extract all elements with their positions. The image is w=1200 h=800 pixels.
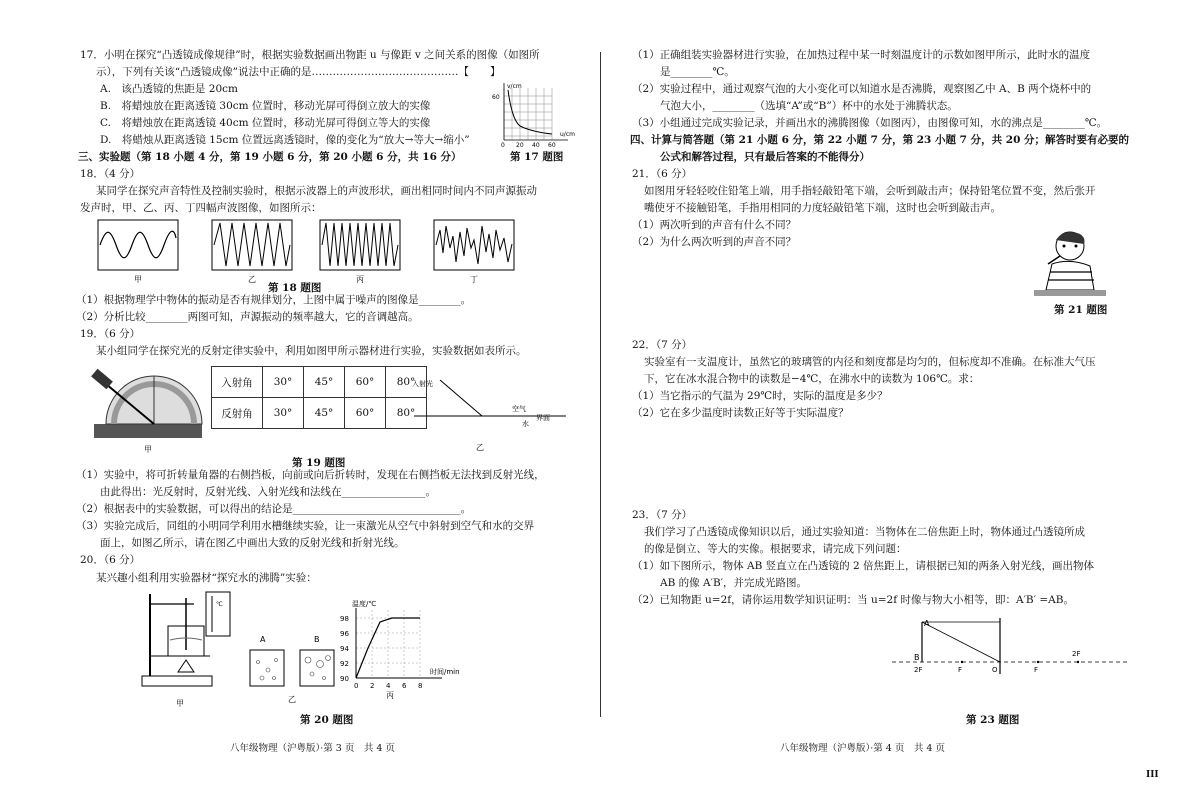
waveform-label-yi: 乙 (248, 275, 256, 284)
table-cell: 30° (263, 398, 304, 429)
section4-heading: 四、计算与简答题（第 21 小题 6 分，第 22 小题 7 分，第 23 小题 7 分，共 20 分；解答时要有必要的 (630, 134, 1130, 146)
q19-interface-figure (410, 376, 570, 454)
label-air: 空气 (512, 405, 526, 413)
q20-apparatus-figure (134, 590, 234, 710)
q18-intro: 某同学在探究声音特性及控制实验时，根据示波器上的声波形状，画出相同时间内不同声源振动 (96, 185, 537, 197)
q22-head: 22．（7 分） (632, 339, 693, 351)
section3-heading: 三、实验题（第 18 小题 4 分，第 19 小题 6 分，第 20 小题 6 分，共 16 分） (78, 151, 462, 163)
xtick-8: 8 (418, 682, 423, 690)
q18-head: 18．（4 分） (80, 168, 141, 180)
table-row (212, 367, 427, 398)
q19-question-3-cont: 面上，如图乙所示，请在图乙中画出大致的反射光线和折射光线。 (100, 537, 405, 549)
waveform-yi (212, 220, 292, 284)
q23-lens-diagram (888, 614, 1132, 678)
q19-intro: 某小组同学在探究光的反射定律实验中，利用如图甲所示器材进行实验，实验数据如表所示。 (96, 345, 527, 357)
q22-question-1: （1）当它指示的气温为 29℃时，实际的温度是多少？ (632, 390, 888, 402)
q21-question-1: （1）两次听到的声音有什么不同？ (632, 219, 797, 231)
q19-question-1-cont: 由此得出：光反射时，反射光线、入射光线和法线在________________。 (100, 486, 436, 498)
q21-caption: 第 21 题图 (1054, 304, 1108, 316)
beaker-label-a: A (260, 635, 266, 644)
table-header-reflection: 反射角 (212, 398, 263, 429)
label-interface: 界面 (536, 414, 550, 422)
chart-grid (356, 610, 420, 678)
point-b: B (914, 653, 920, 662)
q17-xtick-0: 0 (501, 142, 505, 148)
section4-heading-cont: 公式和解答过程，只有最后答案的不能得分） (660, 151, 870, 163)
label-water: 水 (522, 420, 529, 428)
q19-head: 19．（6 分） (80, 328, 141, 340)
chart-ylabel: 温度/℃ (352, 600, 377, 608)
q19-apparatus-figure (86, 364, 212, 456)
waveform-jia (98, 220, 178, 284)
q17-ytick: 60 (492, 94, 500, 101)
q19-label-yi: 乙 (476, 443, 484, 452)
q22-intro: 实验室有一支温度计，虽然它的玻璃管的内径和刻度都是均匀的，但标度却不准确。在标准大气压 (644, 356, 1096, 368)
chart-xlabel: 时间/min (430, 668, 460, 676)
q22-question-2: （2）它在多少温度时读数正好等于实际温度？ (632, 407, 849, 419)
ytick-94: 94 (340, 645, 349, 653)
q20-question-3: （3）小组通过完成实验记录，并画出水的沸腾图像（如图丙），由图像可知，水的沸点是________℃。 (632, 117, 1108, 129)
q20-question-2-cont: 气泡大小，________（选填“A”或“B”）杯中的水处于沸腾状态。 (660, 100, 958, 112)
xtick-6: 6 (402, 682, 407, 690)
q17-xtick-40: 40 (532, 142, 540, 148)
q17-xtick-20: 20 (516, 142, 524, 148)
q20-question-2: （2）实验过程中，通过观察气泡的大小变化可以知道水是否沸腾，观察图乙中 A、B 两个烧杯中的 (632, 83, 1092, 95)
q18-question-2: （2）分析比较________两图可知，声源振动的频率越大，它的音调越高。 (76, 311, 419, 323)
q23-question-1-cont: AB 的像 A′B′，并完成光路图。 (660, 577, 808, 589)
q23-intro: 我们学习了凸透镜成像知识以后，通过实验知道：当物体在二倍焦距上时，物体通过凸透镜所成 (644, 526, 1085, 538)
beaker-label-b: B (314, 635, 320, 644)
waveform-label-jia: 甲 (134, 275, 142, 284)
q17-ylabel: v/cm (507, 83, 522, 90)
table-cell: 80° (386, 398, 427, 429)
q21-intro: 如图用牙轻轻咬住铅笔上端，用手指轻敲铅笔下端，会听到敲击声；保持铅笔位置不变，然后张开 (644, 185, 1096, 197)
table-cell: 60° (345, 367, 386, 398)
q18-caption: 第 18 题图 (268, 282, 322, 294)
table-row (212, 398, 427, 429)
q17-option-c: C. 将蜡烛放在距离透镜 40cm 位置时，移动光屏可得倒立等大的实像 (100, 117, 431, 129)
q19-data-table (211, 366, 427, 429)
q22-intro-cont: 下，它在冰水混合物中的读数是−4℃，在沸水中的读数为 106℃。求： (644, 373, 980, 385)
q21-question-2: （2）为什么两次听到的声音不同？ (632, 236, 797, 248)
q19-question-1: （1）实验中，将可折转量角器的右侧挡板，向前或向后折转时，发现在右侧挡板无法找到反射光线， (76, 469, 545, 481)
q18-intro-cont: 发声时，甲、乙、丙、丁四幅声波图像，如图所示： (80, 202, 322, 214)
waveform-label-ding: 丁 (470, 275, 478, 284)
waveform-ding (434, 220, 514, 284)
table-cell: 30° (263, 367, 304, 398)
q21-intro-cont: 嘴使牙不接触铅笔，手指用相同的力度轻敲铅笔下端，这时也会听到敲击声。 (644, 202, 1001, 214)
q20-caption: 第 20 题图 (300, 714, 354, 726)
q17-option-d: D. 将蜡烛从距离透镜 15cm 位置远离透镜时，像的变化为“放大→等大→缩小” (100, 134, 470, 146)
q23-question-1: （1）如下图所示，物体 AB 竖直立在凸透镜的 2 倍焦距上，请根据已知的两条入射光线，画出物体 (632, 560, 1095, 572)
page-mark: III (1146, 770, 1159, 780)
ray-through-center (922, 622, 1000, 662)
q20-label-yi: 乙 (288, 695, 296, 704)
q19-label-jia: 甲 (144, 445, 152, 454)
q17-caption: 第 17 题图 (510, 151, 564, 163)
alcohol-lamp (178, 660, 194, 672)
label-f-right: F (1034, 666, 1039, 674)
q20-label-bing: 丙 (386, 691, 394, 700)
ytick-96: 96 (340, 630, 349, 638)
q17-figure (490, 80, 580, 148)
waveform-bing (320, 220, 400, 284)
q18-question-1: （1）根据物理学中物体的振动是否有规律划分，上图中属于噪声的图像是________。 (76, 294, 472, 306)
q23-intro-cont: 的像是倒立、等大的实像。根据要求，请完成下列问题： (644, 543, 907, 555)
ytick-92: 92 (340, 660, 349, 668)
q17-stem: 17．小明在探究“凸透镜成像规律”时，根据实验数据画出物距 u 与像距 v 之间关系的图像（如图所 (80, 49, 540, 61)
q21-head: 21．（6 分） (632, 168, 693, 180)
incident-ray (440, 380, 482, 416)
label-o: O (992, 666, 998, 674)
q20-question-1: （1）正确组装实验器材进行实验，在加热过程中某一时刻温度计的示数如图甲所示，此时水的温度 (632, 49, 1091, 61)
waveform-label-bing: 丙 (356, 275, 364, 284)
label-f-left: F (958, 666, 963, 674)
q19-question-2: （2）根据表中的实验数据，可以得出的结论是________________________________。 (76, 503, 472, 515)
q20-head: 20．（6 分） (80, 554, 141, 566)
q17-option-b: B. 将蜡烛放在距离透镜 30cm 位置时，移动光屏可得倒立放大的实像 (100, 100, 431, 112)
right-footer: 八年级物理（沪粤版）·第 4 页 共 4 页 (780, 743, 945, 754)
q20-beakers-figure (244, 632, 340, 706)
q23-caption: 第 23 题图 (966, 714, 1020, 726)
xtick-0: 0 (354, 682, 359, 690)
q17-xtick-60: 60 (548, 142, 556, 148)
q20-label-jia: 甲 (176, 699, 184, 708)
q17-stem-cont: 示），下列有关该“凸透镜成像”说法中正确的是……………………………………【 】 (96, 66, 501, 78)
page-divider (600, 52, 601, 717)
left-footer: 八年级物理（沪粤版）·第 3 页 共 4 页 (230, 743, 395, 754)
q17-xlabel: u/cm (560, 131, 575, 138)
table-header-incident: 入射角 (212, 367, 263, 398)
q20-question-1-cont: 是________℃。 (660, 66, 735, 78)
xtick-4: 4 (386, 682, 391, 690)
q23-head: 23．（7 分） (632, 509, 693, 521)
q20-boiling-chart (338, 596, 478, 700)
label-incident-light: 入射光 (412, 380, 433, 388)
q18-waveforms (96, 218, 516, 288)
xtick-2: 2 (370, 682, 375, 690)
table-cell: 60° (345, 398, 386, 429)
q23-question-2: （2）已知物距 u=2f，请你运用数学知识证明：当 u=2f 时像与物大小相等，即：A′B′ =AB。 (632, 594, 1074, 606)
point-a: A (924, 619, 930, 628)
table-cell: 45° (304, 398, 345, 429)
q19-question-3: （3）实验完成后，同组的小明同学利用水槽继续实验，让一束激光从空气中斜射到空气和水的交界 (76, 520, 535, 532)
apparatus-base (94, 424, 202, 438)
table-cell: 45° (304, 367, 345, 398)
svg-text:℃: ℃ (216, 601, 223, 608)
label-2f-left: 2F (914, 666, 923, 674)
label-2f-right: 2F (1072, 650, 1081, 658)
q21-boy-illustration (1034, 226, 1106, 298)
table-cell: 80° (386, 367, 427, 398)
q20-intro: 某兴趣小组利用实验器材“探究水的沸腾”实验： (96, 572, 317, 584)
right-page (604, 0, 1200, 800)
q19-caption: 第 19 题图 (292, 457, 346, 469)
q17-option-a: A. 该凸透镜的焦距是 20cm (100, 83, 238, 95)
ytick-90: 90 (340, 675, 349, 683)
ytick-98: 98 (340, 615, 349, 623)
